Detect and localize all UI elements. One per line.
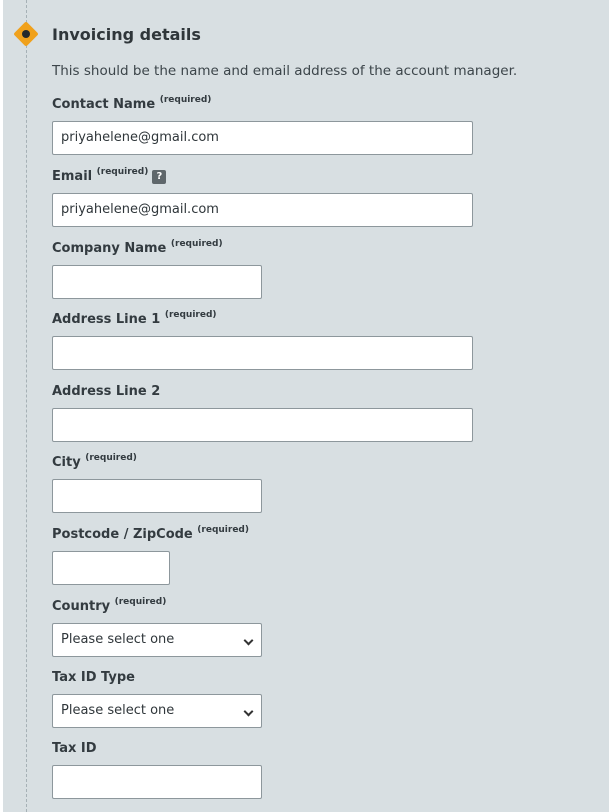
- postcode-field: [52, 525, 249, 585]
- address-line-1-input[interactable]: [52, 336, 473, 370]
- required-marker: (required): [170, 239, 223, 249]
- required-marker: (required): [159, 95, 212, 105]
- step-marker-dot: [22, 30, 30, 38]
- tax-id-type-label: Tax ID Type: [52, 670, 135, 685]
- chevron-down-icon: [244, 707, 254, 717]
- chevron-down-icon: [244, 636, 254, 646]
- postcode-label: Postcode / ZipCode $^{(required)}$: [52, 525, 249, 542]
- address-line-1-label: Address Line 1 $^{(required)}$: [52, 310, 217, 327]
- country-field: [52, 597, 262, 657]
- required-marker: (required): [164, 310, 217, 320]
- tax-id-type-field: [52, 668, 262, 728]
- help-icon[interactable]: ?: [152, 170, 166, 184]
- city-input[interactable]: [52, 479, 262, 513]
- country-select[interactable]: [52, 623, 262, 657]
- contact-name-label: Contact Name $^{(required)}$: [52, 95, 212, 112]
- contact-name-field: [52, 95, 473, 155]
- left-edge: [0, 0, 3, 812]
- email-field: [52, 167, 473, 227]
- required-marker: (required): [114, 597, 167, 607]
- address-line-2-label: Address Line 2: [52, 384, 161, 399]
- required-marker: (required): [197, 525, 249, 535]
- company-name-label: Company Name $^{(required)}$: [52, 239, 223, 256]
- email-label: Email $^{(required)}$ ?: [52, 167, 473, 187]
- postcode-input[interactable]: [52, 551, 170, 585]
- address-line-2-input[interactable]: [52, 408, 473, 442]
- email-input[interactable]: priyahelene@gmail.com: [52, 193, 473, 227]
- tax-id-field: [52, 739, 262, 799]
- city-field: [52, 453, 262, 513]
- required-marker: (required): [85, 453, 137, 463]
- tax-id-type-select[interactable]: [52, 694, 262, 728]
- company-name-field: [52, 239, 262, 299]
- required-marker: (required): [96, 167, 149, 177]
- company-name-input[interactable]: [52, 265, 262, 299]
- tax-id-label: Tax ID: [52, 741, 97, 756]
- contact-name-input[interactable]: priyahelene@gmail.com: [52, 121, 473, 155]
- country-select-value: Please select one: [61, 632, 175, 647]
- step-timeline: [26, 0, 27, 812]
- section-title: Invoicing details: [52, 25, 201, 44]
- country-label: Country $^{(required)}$: [52, 597, 167, 614]
- section-intro: This should be the name and email address of the account manager.: [52, 63, 518, 79]
- tax-id-type-select-value: Please select one: [61, 703, 175, 718]
- city-label: City $^{(required)}$: [52, 453, 137, 470]
- tax-id-input[interactable]: [52, 765, 262, 799]
- address-line-2-field: [52, 382, 473, 442]
- address-line-1-field: [52, 310, 473, 370]
